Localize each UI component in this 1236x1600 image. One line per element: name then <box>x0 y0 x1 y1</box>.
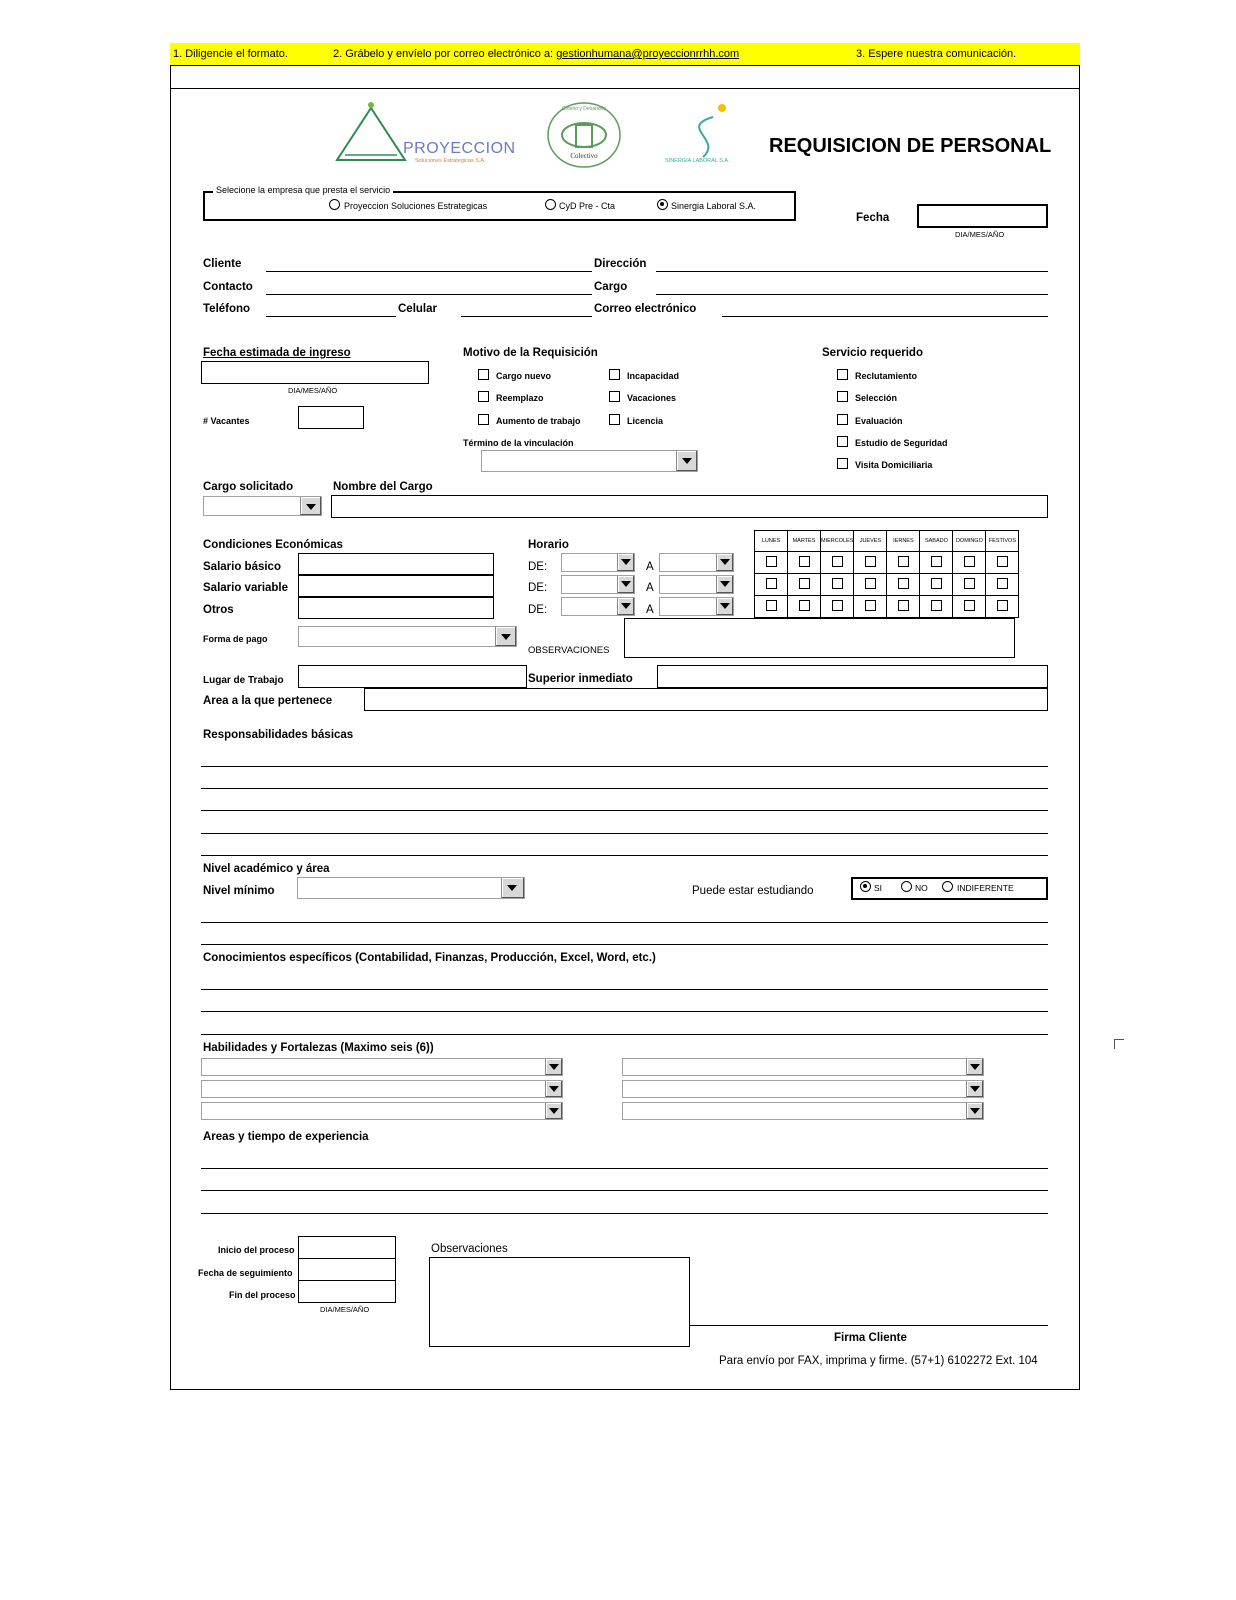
day-checkbox[interactable] <box>997 578 1008 589</box>
area-label: Area a la que pertenece <box>203 695 333 707</box>
horario-observaciones-input[interactable] <box>624 618 1015 658</box>
experiencia-line[interactable] <box>201 1168 1048 1169</box>
day-checkbox[interactable] <box>766 578 777 589</box>
servicio-checkbox-evaluacion[interactable] <box>837 414 848 425</box>
fin-proceso-label: Fin del proceso <box>229 1290 296 1300</box>
horario-de-3: DE: <box>528 604 548 616</box>
estudiando-label: Puede estar estudiando <box>692 885 814 897</box>
nivel-line[interactable] <box>201 922 1048 923</box>
conocimientos-line[interactable] <box>201 1011 1048 1012</box>
proyeccion-logo-text: PROYECCION <box>403 140 516 157</box>
contacto-label: Contacto <box>203 281 253 293</box>
nivel-minimo-label: Nivel mínimo <box>203 885 275 897</box>
estudiando-radio-si[interactable] <box>860 881 871 892</box>
motivo-checkbox-incapacidad[interactable] <box>609 369 620 380</box>
chevron-down-icon[interactable] <box>716 576 733 593</box>
conocimientos-line[interactable] <box>201 1034 1048 1035</box>
horario-de-dropdown-3[interactable] <box>561 597 635 616</box>
day-checkbox[interactable] <box>931 600 942 611</box>
chevron-down-icon[interactable] <box>716 598 733 615</box>
responsabilidades-line[interactable] <box>201 766 1048 767</box>
cliente-label: Cliente <box>203 258 242 270</box>
ingreso-label: Fecha estimada de ingreso <box>203 347 351 359</box>
proceso-observaciones-input[interactable] <box>429 1257 690 1347</box>
chevron-down-icon[interactable] <box>545 1081 562 1097</box>
chevron-down-icon[interactable] <box>966 1081 983 1097</box>
experiencia-label: Areas y tiempo de experiencia <box>203 1131 369 1143</box>
motivo-label-cargo-nuevo: Cargo nuevo <box>496 371 552 381</box>
chevron-down-icon[interactable] <box>300 497 321 515</box>
cargo-solicitado-dropdown[interactable] <box>203 496 322 516</box>
chevron-down-icon[interactable] <box>676 451 697 471</box>
day-checkbox[interactable] <box>799 578 810 589</box>
habilidad-dropdown-2[interactable] <box>201 1080 563 1098</box>
otros-input[interactable] <box>298 597 494 619</box>
habilidad-dropdown-6[interactable] <box>622 1102 984 1120</box>
cargo-solicitado-label: Cargo solicitado <box>203 481 294 493</box>
salario-variable-input[interactable] <box>298 575 494 597</box>
day-checkbox[interactable] <box>766 600 777 611</box>
banner-email-link[interactable]: gestionhumana@proyeccionrrhh.com <box>556 48 740 60</box>
day-checkbox[interactable] <box>832 578 843 589</box>
horario-de-dropdown-2[interactable] <box>561 575 635 594</box>
empresa-legend: Selecione la empresa que presta el servicio <box>213 185 393 195</box>
day-checkbox[interactable] <box>964 600 975 611</box>
proyeccion-logo <box>335 100 516 170</box>
forma-pago-dropdown[interactable] <box>298 626 517 647</box>
motivo-checkbox-aumento[interactable] <box>478 414 489 425</box>
sinergia-logo-text: SINERGIA LABORAL S.A. <box>665 158 730 164</box>
proceso-observaciones-label: Observaciones <box>431 1243 508 1255</box>
responsabilidades-label: Responsabilidades básicas <box>203 729 354 741</box>
servicio-label-visita: Visita Domiciliaria <box>855 460 933 470</box>
day-checkbox[interactable] <box>832 556 843 567</box>
ingreso-hint: DIA/MES/AÑO <box>288 386 338 395</box>
cyd-logo-bottom-text: Colectivo <box>570 152 598 160</box>
direccion-label: Dirección <box>594 258 647 270</box>
days-row <box>755 596 1019 618</box>
inicio-proceso-label: Inicio del proceso <box>218 1245 295 1255</box>
banner-step1: 1. Diligencie el formato. <box>173 48 288 60</box>
cargo-contact-label: Cargo <box>594 281 628 293</box>
days-row <box>755 574 1019 596</box>
horario-a-dropdown-3[interactable] <box>659 597 734 616</box>
day-checkbox[interactable] <box>766 556 777 567</box>
responsabilidades-line[interactable] <box>201 833 1048 834</box>
servicio-label-evaluacion: Evaluación <box>855 416 903 426</box>
seguimiento-input[interactable] <box>298 1258 396 1281</box>
servicio-label-seguridad: Estudio de Seguridad <box>855 438 948 448</box>
day-checkbox[interactable] <box>799 600 810 611</box>
corner-marker <box>1114 1039 1124 1049</box>
fax-note: Para envío por FAX, imprima y firme. (57+1) 6102272 Ext. 104 <box>719 1355 1038 1367</box>
cargo-contact-field[interactable] <box>656 294 1048 295</box>
motivo-checkbox-cargo-nuevo[interactable] <box>478 369 489 380</box>
day-checkbox[interactable] <box>997 600 1008 611</box>
empresa-radio-sinergia[interactable] <box>657 199 668 210</box>
chevron-down-icon[interactable] <box>617 598 634 615</box>
nivel-title: Nivel académico y área <box>203 863 330 875</box>
sinergia-swoosh-icon <box>663 102 753 162</box>
chevron-down-icon[interactable] <box>495 627 516 646</box>
day-checkbox[interactable] <box>865 556 876 567</box>
day-header-viernes: IERNES <box>887 531 920 552</box>
day-checkbox[interactable] <box>964 556 975 567</box>
firma-label: Firma Cliente <box>834 1332 907 1344</box>
contacto-field[interactable] <box>266 294 592 295</box>
motivo-checkbox-vacaciones[interactable] <box>609 391 620 402</box>
nombre-cargo-label: Nombre del Cargo <box>333 481 433 493</box>
firma-line[interactable] <box>690 1325 1048 1326</box>
responsabilidades-line[interactable] <box>201 855 1048 856</box>
fecha-label: Fecha <box>856 212 890 224</box>
day-header-festivos: FESTIVOS <box>986 531 1019 552</box>
ingreso-input[interactable] <box>201 361 429 384</box>
superior-input[interactable] <box>657 665 1048 688</box>
motivo-checkbox-reemplazo[interactable] <box>478 391 489 402</box>
form-frame <box>170 43 1080 1390</box>
vacantes-input[interactable] <box>298 406 364 429</box>
day-checkbox[interactable] <box>997 556 1008 567</box>
habilidad-dropdown-3[interactable] <box>201 1102 563 1120</box>
conocimientos-line[interactable] <box>201 989 1048 990</box>
chevron-down-icon[interactable] <box>966 1059 983 1075</box>
horario-de-1: DE: <box>528 561 548 573</box>
celular-field[interactable] <box>461 316 592 317</box>
horario-a-1: A <box>646 561 654 573</box>
servicio-checkbox-seguridad[interactable] <box>837 436 848 447</box>
motivo-checkbox-licencia[interactable] <box>609 414 620 425</box>
horario-title: Horario <box>528 539 569 551</box>
horario-a-2: A <box>646 582 654 594</box>
day-header-lunes: LUNES <box>755 531 788 552</box>
celular-label: Celular <box>398 303 437 315</box>
day-checkbox[interactable] <box>931 556 942 567</box>
inicio-proceso-input[interactable] <box>298 1236 396 1259</box>
telefono-label: Teléfono <box>203 303 251 315</box>
day-header-miercoles: MIERCOLES <box>821 531 854 552</box>
day-checkbox[interactable] <box>898 556 909 567</box>
salario-variable-label: Salario variable <box>203 582 289 594</box>
seguimiento-label: Fecha de seguimiento <box>198 1268 293 1278</box>
nivel-minimo-dropdown[interactable] <box>297 877 525 899</box>
motivo-label-aumento: Aumento de trabajo <box>496 416 581 426</box>
servicio-checkbox-visita[interactable] <box>837 458 848 469</box>
servicio-checkbox-reclutamiento[interactable] <box>837 369 848 380</box>
estudiando-option-no: NO <box>915 883 928 893</box>
day-header-sabado: SABADO <box>920 531 953 552</box>
motivo-label-vacaciones: Vacaciones <box>627 393 677 403</box>
banner-step2: 2. Grábelo y envíelo por correo electrónico a: gestionhumana@proyeccionrrhh.com <box>333 48 740 60</box>
empresa-radio-proyeccion[interactable] <box>329 199 340 210</box>
empresa-option-sinergia: Sinergia Laboral S.A. <box>671 201 757 211</box>
cyd-logo-top-text: Criterio y Desarrollo <box>561 106 607 112</box>
horario-a-dropdown-2[interactable] <box>659 575 734 594</box>
habilidad-dropdown-4[interactable] <box>622 1058 984 1076</box>
horario-a-3: A <box>646 604 654 616</box>
fecha-input[interactable] <box>917 204 1048 228</box>
fin-proceso-input[interactable] <box>298 1280 396 1303</box>
cliente-field[interactable] <box>266 271 592 272</box>
correo-field[interactable] <box>722 316 1048 317</box>
day-checkbox[interactable] <box>898 578 909 589</box>
area-input[interactable] <box>364 688 1048 711</box>
nombre-cargo-input[interactable] <box>331 495 1048 518</box>
horario-observaciones-label: OBSERVACIONES <box>528 645 610 656</box>
day-header-jueves: JUEVES <box>854 531 887 552</box>
chevron-down-icon[interactable] <box>545 1103 562 1119</box>
cyd-logo <box>547 102 621 168</box>
days-row <box>755 552 1019 574</box>
days-table <box>754 530 1019 618</box>
chevron-down-icon[interactable] <box>617 576 634 593</box>
superior-label: Superior inmediato <box>528 673 633 685</box>
chevron-down-icon[interactable] <box>716 554 733 571</box>
motivo-label-incapacidad: Incapacidad <box>627 371 680 381</box>
telefono-field[interactable] <box>266 316 396 317</box>
day-checkbox[interactable] <box>964 578 975 589</box>
servicio-label-reclutamiento: Reclutamiento <box>855 371 918 381</box>
horario-a-dropdown-1[interactable] <box>659 553 734 572</box>
lugar-label: Lugar de Trabajo <box>203 675 284 686</box>
servicio-label-seleccion: Selección <box>855 393 898 403</box>
otros-label: Otros <box>203 604 234 616</box>
servicio-checkbox-seleccion[interactable] <box>837 391 848 402</box>
motivo-title: Motivo de la Requisición <box>463 347 598 359</box>
forma-pago-label: Forma de pago <box>203 634 268 644</box>
day-header-domingo: DOMINGO <box>953 531 986 552</box>
estudiando-option-indiferente: INDIFERENTE <box>957 883 1014 893</box>
experiencia-line[interactable] <box>201 1213 1048 1214</box>
day-checkbox[interactable] <box>931 578 942 589</box>
conocimientos-label: Conocimientos específicos (Contabilidad, Finanzas, Producción, Excel, Word, etc.) <box>203 952 656 964</box>
servicio-title: Servicio requerido <box>822 347 923 359</box>
habilidades-label: Habilidades y Fortalezas (Maximo seis (6)) <box>203 1042 434 1054</box>
estudiando-radio-indiferente[interactable] <box>942 881 953 892</box>
page-title: REQUISICION DE PERSONAL <box>769 135 1052 157</box>
termino-label: Término de la vinculación <box>463 438 574 448</box>
correo-label: Correo electrónico <box>594 303 697 315</box>
instructions-banner <box>170 43 1080 66</box>
experiencia-line[interactable] <box>201 1190 1048 1191</box>
estudiando-radio-no[interactable] <box>901 881 912 892</box>
salario-basico-input[interactable] <box>298 553 494 575</box>
nivel-line[interactable] <box>201 944 1048 945</box>
motivo-label-licencia: Licencia <box>627 416 664 426</box>
proyeccion-logo-subtext: Soluciones Estrategicas S.A. <box>415 158 486 164</box>
termino-dropdown[interactable] <box>481 450 698 472</box>
responsabilidades-line[interactable] <box>201 810 1048 811</box>
banner-step3: 3. Espere nuestra comunicación. <box>856 48 1017 60</box>
salario-basico-label: Salario básico <box>203 561 281 573</box>
chevron-down-icon[interactable] <box>501 878 524 898</box>
fecha-hint: DIA/MES/AÑO <box>955 230 1005 239</box>
banner-separator <box>170 88 1080 89</box>
chevron-down-icon[interactable] <box>617 554 634 571</box>
empresa-option-proyeccion: Proyeccion Soluciones Estrategicas <box>344 201 488 211</box>
lugar-input[interactable] <box>298 665 527 688</box>
condiciones-title: Condiciones Económicas <box>203 539 343 551</box>
chevron-down-icon[interactable] <box>966 1103 983 1119</box>
chevron-down-icon[interactable] <box>545 1059 562 1075</box>
day-checkbox[interactable] <box>898 600 909 611</box>
estudiando-option-si: SI <box>874 883 883 893</box>
habilidad-dropdown-1[interactable] <box>201 1058 563 1076</box>
horario-de-dropdown-1[interactable] <box>561 553 635 572</box>
day-checkbox[interactable] <box>865 578 876 589</box>
empresa-radio-cyd[interactable] <box>545 199 556 210</box>
horario-de-2: DE: <box>528 582 548 594</box>
motivo-label-reemplazo: Reemplazo <box>496 393 544 403</box>
proceso-hint: DIA/MES/AÑO <box>320 1305 370 1314</box>
vacantes-label: # Vacantes <box>203 416 250 426</box>
day-checkbox[interactable] <box>832 600 843 611</box>
habilidad-dropdown-5[interactable] <box>622 1080 984 1098</box>
day-checkbox[interactable] <box>799 556 810 567</box>
day-header-martes: MARTES <box>788 531 821 552</box>
empresa-option-cyd: CyD Pre - Cta <box>559 201 616 211</box>
responsabilidades-line[interactable] <box>201 788 1048 789</box>
sinergia-logo <box>663 102 753 170</box>
day-checkbox[interactable] <box>865 600 876 611</box>
direccion-field[interactable] <box>656 271 1048 272</box>
